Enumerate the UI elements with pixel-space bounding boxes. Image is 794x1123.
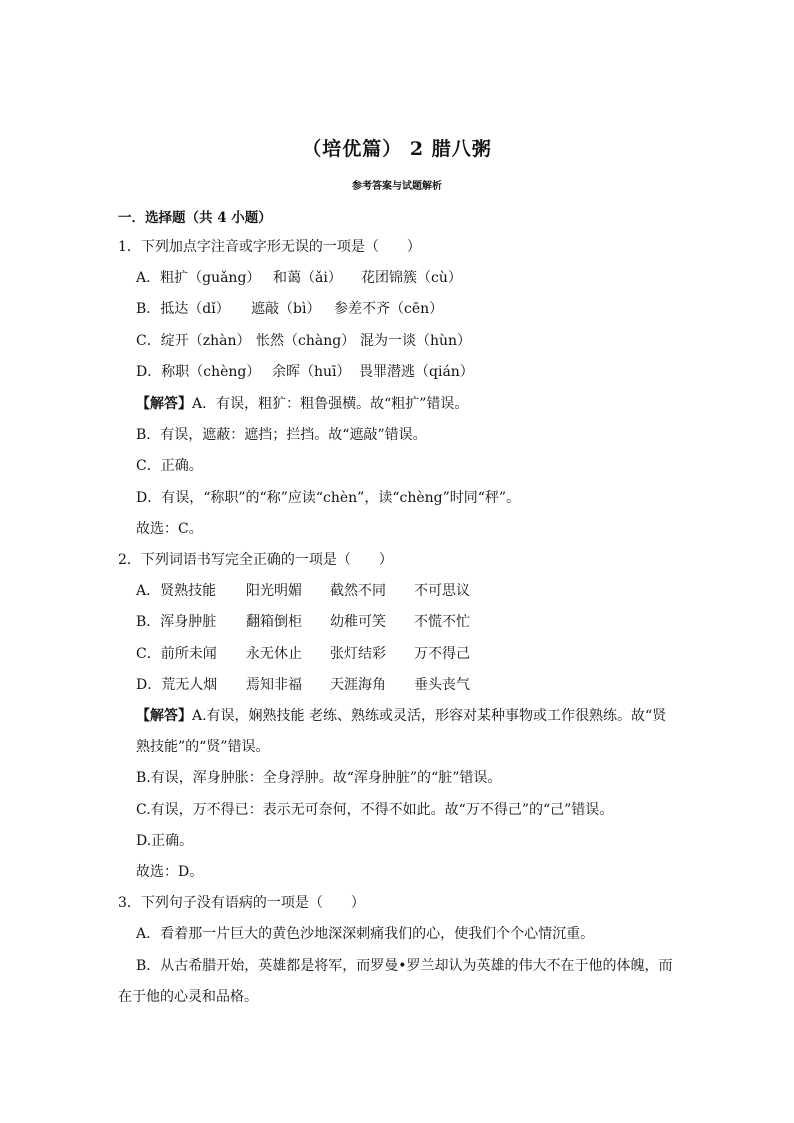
question-1-option-d [136,362,474,382]
question-2-stem: 2．下列词语书写完全正确的一项是（ ） [118,552,393,568]
question-2-option-a [136,581,470,601]
option-cell: 焉知非福 [246,677,302,693]
option-cell: 余晖（huī） [272,364,351,380]
option-cell: 幼稚可笑 [330,614,386,630]
answer-line: 熟技能”的“贤”错误。 [136,739,270,755]
question-1-option-a [136,268,462,288]
answer-conclusion: 故选：C。 [136,521,203,537]
page-title: （培优篇） 2 腊八粥 [302,138,492,160]
option-cell: 混为一谈（hùn） [360,333,472,349]
question-3-option-b: B．从古希腊开始，英雄都是将军，而罗曼•罗兰却认为英雄的伟大不在于他的体魄，而 [136,958,673,974]
option-cell: A．贤熟技能 [136,583,217,599]
option-cell: B．抵达（dǐ） [136,301,230,317]
question-2-option-c [136,644,470,664]
section-heading: 一．选择题（共 4 小题） [118,210,272,226]
option-cell: C．前所未闻 [136,646,217,662]
option-cell: B．浑身肿脏 [136,614,217,630]
option-cell: 怅然（chàng） [256,333,356,349]
option-cell: 天涯海角 [330,677,386,693]
answer-line: D.正确。 [136,833,194,849]
option-cell: 遮敲（bì） [251,301,321,317]
option-cell: C．绽开（zhàn） [136,333,251,349]
answer-line: B.有误，浑身肿胀：全身浮肿。故“浑身肿脏”的“脏”错误。 [136,770,502,786]
option-cell: 不可思议 [414,583,470,599]
answer-line: B．有误，遮蔽：遮挡；拦挡。故“遮敲”错误。 [136,427,427,443]
answer-conclusion: 故选：D。 [136,864,204,880]
answer-line: C．正确。 [136,458,203,474]
question-1-option-b [136,299,443,319]
answer-line: D．有误，“称职”的“称”应读“chèn”，读“chèng”时同“秤”。 [136,490,521,506]
option-cell: 不慌不忙 [414,614,470,630]
page-subtitle: 参考答案与试题解析 [352,181,442,192]
option-cell: 万不得己 [414,646,470,662]
option-cell: D．荒无人烟 [136,677,218,693]
option-cell: A．粗扩（guǎng） [136,270,261,286]
option-cell: 垂头丧气 [414,677,470,693]
answer-line: C.有误，万不得已：表示无可奈何，不得不如此。故“万不得己”的“己”错误。 [136,802,614,818]
question-1-answer-line [136,394,468,414]
option-cell: 翻箱倒柜 [246,614,302,630]
question-3-option-b-continued: 在于他的心灵和品格。 [118,989,258,1005]
answer-label: 【解答】 [136,396,192,412]
question-1-stem: 1．下列加点字注音或字形无误的一项是（ ） [118,239,421,255]
option-cell: 和蔼（ǎi） [273,270,342,286]
option-cell: 张灯结彩 [330,646,386,662]
option-cell: 参差不齐（cēn） [334,301,444,317]
question-2-answer-line [136,706,666,726]
option-cell: 永无休止 [246,646,302,662]
question-2-option-d [136,675,470,695]
option-cell: D．称职（chèng） [136,364,261,380]
answer-text: A.有误，娴熟技能 老练、熟练或灵活，形容对某种事物或工作很熟练。故“贤 [192,708,667,724]
option-cell: 阳光明媚 [246,583,302,599]
option-cell: 截然不同 [330,583,386,599]
question-3-option-a: A．看着那一片巨大的黄色沙地深深刺痛我们的心，使我们个个心情沉重。 [136,926,595,942]
answer-text: A．有误，粗犷：粗鲁强横。故“粗扩”错误。 [192,396,469,412]
option-cell: 花团锦簇（cù） [361,270,462,286]
question-1-option-c [136,331,471,351]
option-cell: 畏罪潜逃（qián） [359,364,474,380]
answer-label: 【解答】 [136,708,192,724]
question-2-option-b [136,612,470,632]
question-3-stem: 3．下列句子没有语病的一项是（ ） [118,895,365,911]
